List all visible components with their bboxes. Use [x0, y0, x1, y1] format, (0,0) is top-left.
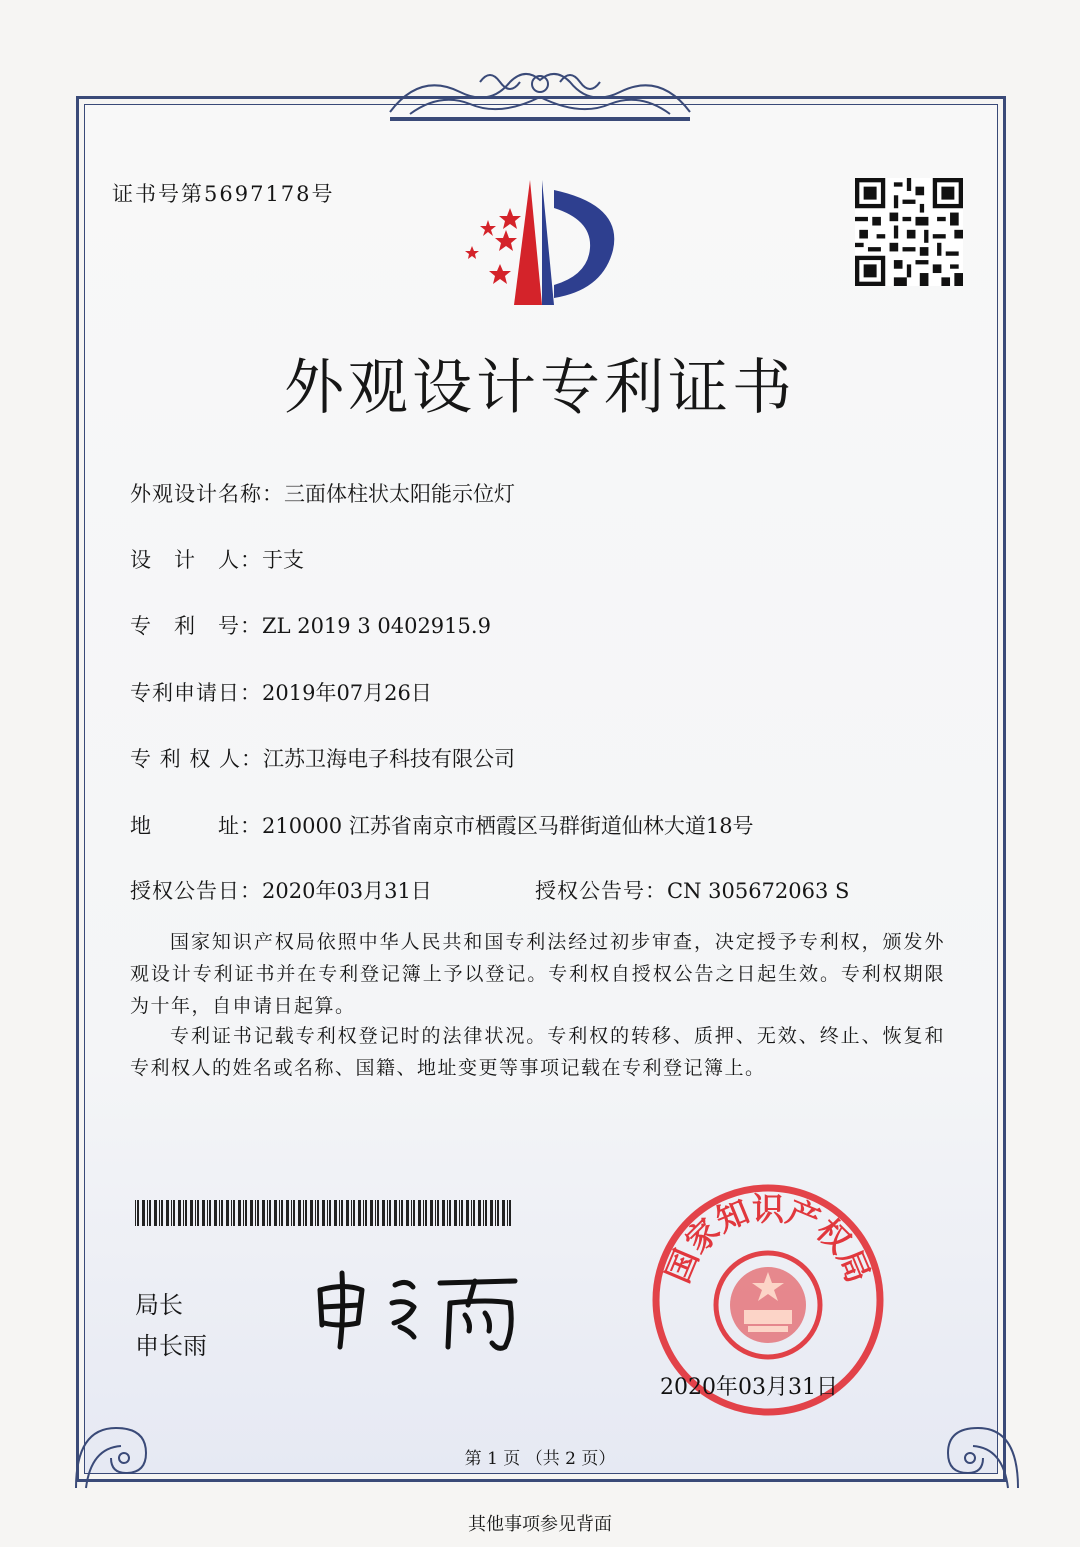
apply-date-label: 专利申请日：	[130, 681, 262, 705]
grant-number-row	[535, 875, 849, 905]
patentee-row	[130, 743, 515, 773]
director-signature	[300, 1255, 540, 1355]
apply-date-value: 2019年07月26日	[262, 681, 432, 705]
footer-note: 其他事项参见背面	[468, 1514, 612, 1535]
address-label: 地 址：	[130, 814, 262, 838]
grant-number-value: CN 305672063 S	[667, 879, 850, 903]
patent-number-row	[130, 610, 491, 640]
qr-code	[855, 178, 963, 286]
corner-ornament-left	[66, 1388, 176, 1498]
seal-text: 国家知识产权局	[658, 1190, 878, 1289]
barcode	[135, 1200, 515, 1226]
certificate-number: 证书号第5697178号	[112, 182, 335, 206]
patent-number-value: ZL 2019 3 0402915.9	[262, 614, 491, 638]
top-ornament	[380, 62, 700, 126]
grant-date-value: 2020年03月31日	[262, 879, 432, 903]
designer-label: 设 计 人：	[130, 548, 262, 572]
patentee-label: 专 利 权 人：	[130, 747, 264, 771]
statement-paragraph-1: 国家知识产权局依照中华人民共和国专利法经过初步审查，决定授予专利权，颁发外观设计专利证书并在专利登记簿上予以登记。专利权自授权公告之日起生效。专利权期限为十年，自申请日起算。	[130, 931, 945, 1017]
designer-row	[130, 544, 304, 574]
grant-date-row	[130, 875, 432, 905]
director-title: 局长	[135, 1291, 183, 1319]
statement-paragraph-2: 专利证书记载专利权登记时的法律状况。专利权的转移、质押、无效、终止、恢复和专利权人的姓名或名称、国籍、地址变更等事项记载在专利登记簿上。	[130, 1025, 945, 1079]
address-value: 210000 江苏省南京市栖霞区马群街道仙林大道18号	[262, 814, 754, 838]
grant-date-label: 授权公告日：	[130, 879, 262, 903]
design-name-label: 外观设计名称：	[130, 482, 284, 506]
design-name-value: 三面体柱状太阳能示位灯	[284, 482, 515, 506]
patentee-value: 江苏卫海电子科技有限公司	[263, 747, 516, 771]
designer-value: 于支	[262, 548, 304, 572]
design-name-row	[130, 478, 515, 508]
certificate-title: 外观设计专利证书	[284, 353, 796, 423]
grant-number-label: 授权公告号：	[535, 879, 667, 903]
seal-date: 2020年03月31日	[660, 1375, 838, 1400]
corner-ornament-right	[918, 1388, 1028, 1498]
director-name: 申长雨	[135, 1332, 207, 1360]
address-row	[130, 810, 754, 840]
patent-office-logo	[458, 170, 628, 310]
apply-date-row	[130, 677, 432, 707]
page-number: 第 1 页 （共 2 页）	[464, 1449, 616, 1469]
patent-number-label: 专 利 号：	[130, 614, 262, 638]
